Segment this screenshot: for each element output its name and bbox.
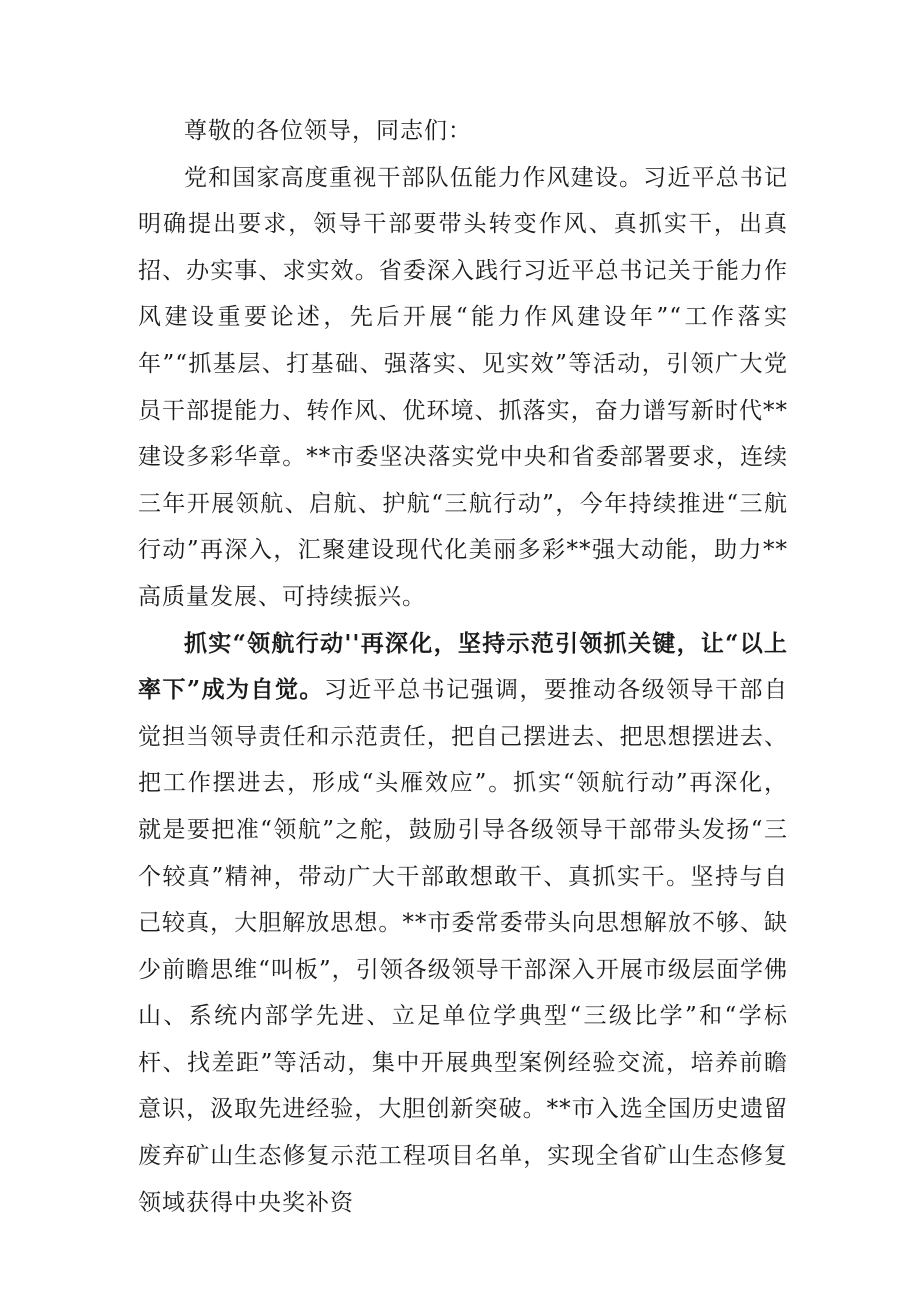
paragraph-2 [138,621,788,1227]
paragraph-2-lead: 抓实“领航行动''再深化，坚持示范引领抓关键，让“以上率下”成为自觉。 [138,629,788,704]
greeting: 尊敬的各位领导，同志们： [184,118,472,144]
document-body [138,108,788,1226]
paragraph-1: 党和国家高度重视干部队伍能力作风建设。习近平总书记明确提出要求，领导干部要带头转变作风、真抓实干，出真招、办实事、求实效。省委深入践行习近平总书记关于能力作风建设重要论述，先后开展“能力作风建设年”“工作落实年”“抓基层、打基础、强落实、见实效”等活动，引领广大党员干部提能力、转作风、优环境、抓落实，奋力谱写新时代**建设多彩华章。**市委坚决落实党中央和省委部署要求，连续三年开展领航、启航、护航“三航行动”，今年持续推进“三航行动”再深入，汇聚建设现代化美丽多彩**强大动能，助力**高质量发展、可持续振兴。 [138,164,788,610]
paragraph-2-body: 习近平总书记强调，要推动各级领导干部自觉担当领导责任和示范责任，把自己摆进去、把思想摆进去、把工作摆进去，形成“头雁效应”。抓实“领航行动”再深化，就是要把准“领航”之舵，鼓励引导各级领导干部带头发扬“三个较真”精神，带动广大干部敢想敢干、真抓实干。坚持与自己较真，大胆解放思想。**市委常委带头向思想解放不够、缺少前瞻思维“叫板”，引领各级领导干部深入开展市级层面学佛山、系统内部学先进、立足单位学典型“三级比学”和“学标杆、找差距”等活动，集中开展典型案例经验交流，培养前瞻意识，汲取先进经验，大胆创新突破。**市入选全国历史遗留废弃矿山生态修复示范工程项目名单，实现全省矿山生态修复领域获得中央奖补资 [138,677,789,1216]
